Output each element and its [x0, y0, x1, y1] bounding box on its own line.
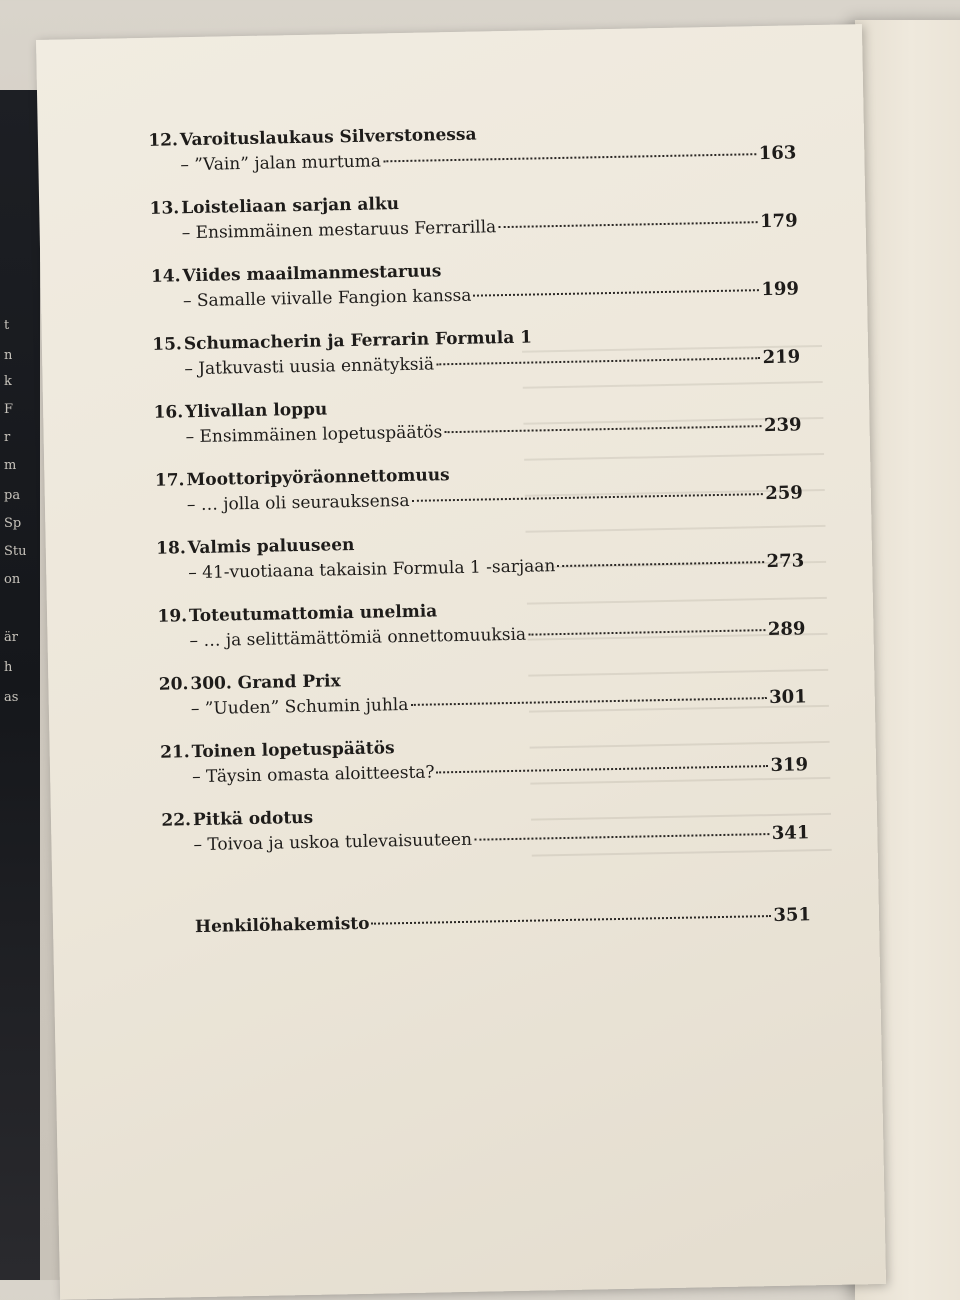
page-number: 219: [762, 346, 801, 369]
toc-entry: [148, 730, 809, 811]
chapter-title: Toteutumattomia unelmia: [188, 601, 438, 627]
page-number: 351: [773, 904, 812, 927]
dot-leader: [437, 765, 769, 773]
chapter-title: Pitkä odotus: [192, 807, 314, 831]
dot-leader: [528, 629, 766, 636]
dot-leader: [498, 221, 758, 228]
chapter-title: Valmis paluuseen: [187, 534, 355, 559]
chapter-number: 18.: [156, 538, 186, 559]
page-number: 179: [759, 210, 798, 233]
chapter-number: 13.: [149, 198, 180, 219]
chapter-title: Moottoripyöräonnettomuus: [186, 465, 450, 491]
dot-leader: [473, 289, 759, 296]
cover-text-fragment: r: [4, 430, 11, 445]
cover-text-fragment: h: [4, 660, 13, 675]
chapter-subtitle: – 41-vuotiaana takaisin Formula 1 -sarjaan: [188, 556, 556, 584]
chapter-subtitle: – ”Vain” jalan murtuma: [180, 151, 382, 176]
page-number: 273: [766, 550, 805, 573]
toc-entry: [149, 798, 810, 879]
chapter-subtitle: – Ensimmäinen mestaruus Ferrarilla: [181, 217, 497, 244]
chapter-number: 15.: [152, 334, 183, 355]
chapter-number: 20.: [158, 674, 189, 695]
cover-text-fragment: k: [4, 374, 12, 389]
chapter-title: Schumacherin ja Ferrarin Formula 1: [183, 327, 533, 355]
chapter-title: 300. Grand Prix: [190, 671, 341, 695]
toc-entry: [144, 526, 805, 607]
chapter-number: 14.: [150, 266, 181, 287]
chapter-title: Ylivallan loppu: [184, 399, 328, 423]
cover-text-fragment: Stu: [4, 544, 27, 559]
cover-text-fragment: m: [4, 458, 17, 473]
dot-leader: [557, 561, 764, 567]
page-number: 301: [768, 686, 807, 709]
toc-entry: [142, 458, 803, 539]
chapter-title: Viides maailmanmestaruus: [182, 261, 442, 287]
dot-leader: [383, 153, 757, 162]
chapter-number: 17.: [154, 470, 185, 491]
page-number: 319: [770, 754, 809, 777]
cover-text-fragment: Sp: [4, 516, 22, 531]
chapter-title: Toinen lopetuspäätös: [191, 738, 395, 763]
chapter-number: 22.: [161, 810, 192, 831]
page-number: 341: [771, 822, 810, 845]
cover-text-fragment: on: [4, 572, 21, 587]
chapter-subtitle: – … jolla oli seurauksensa: [186, 490, 410, 516]
toc-entry: [140, 322, 801, 403]
toc-entry: [137, 186, 798, 267]
cover-text-fragment: F: [4, 402, 14, 417]
page-number: 199: [761, 278, 800, 301]
dot-leader: [474, 833, 770, 841]
chapter-subtitle: – Täysin omasta aloitteesta?: [191, 762, 435, 788]
page-number: 163: [758, 142, 797, 165]
toc-entry: [141, 390, 802, 471]
chapter-subtitle: – Samalle viivalle Fangion kanssa: [182, 285, 472, 312]
left-book-cover: [0, 90, 40, 1280]
cover-text-fragment: n: [4, 348, 13, 363]
page-number: 289: [767, 618, 806, 641]
dot-leader: [436, 357, 761, 365]
cover-text-fragment: pa: [4, 488, 21, 503]
page-number: 239: [763, 414, 802, 437]
cover-text-fragment: är: [4, 630, 18, 645]
chapter-subtitle: – ”Uuden” Schumin juhla: [190, 694, 409, 720]
book-page: [36, 24, 886, 1300]
chapter-title: Varoituslaukaus Silverstonessa: [179, 124, 477, 151]
toc-entry: [136, 118, 797, 199]
cover-text-fragment: as: [4, 690, 19, 705]
dot-leader: [371, 915, 771, 925]
cover-text-fragment: t: [4, 318, 10, 333]
dot-leader: [444, 425, 762, 433]
index-title: Henkilöhakemisto: [194, 913, 370, 938]
chapter-title: Loisteliaan sarjan alku: [181, 194, 400, 219]
chapter-number: 16.: [153, 402, 184, 423]
chapter-subtitle: – … ja selittämättömiä onnettomuuksia: [189, 624, 527, 652]
chapter-number: 12.: [148, 130, 179, 151]
chapter-number: 19.: [157, 606, 188, 627]
chapter-subtitle: – Ensimmäinen lopetuspäätös: [185, 422, 443, 448]
toc-entry: [138, 254, 799, 335]
chapter-subtitle: – Jatkuvasti uusia ennätyksiä: [184, 354, 435, 380]
toc-entry: [145, 594, 806, 675]
chapter-number: 21.: [159, 742, 190, 763]
toc-entry: [146, 662, 807, 743]
chapter-subtitle: – Toivoa ja uskoa tulevaisuuteen: [193, 829, 473, 856]
page-number: 259: [765, 482, 804, 505]
table-of-contents: [136, 118, 811, 938]
dot-leader: [410, 697, 767, 706]
dot-leader: [411, 493, 763, 502]
